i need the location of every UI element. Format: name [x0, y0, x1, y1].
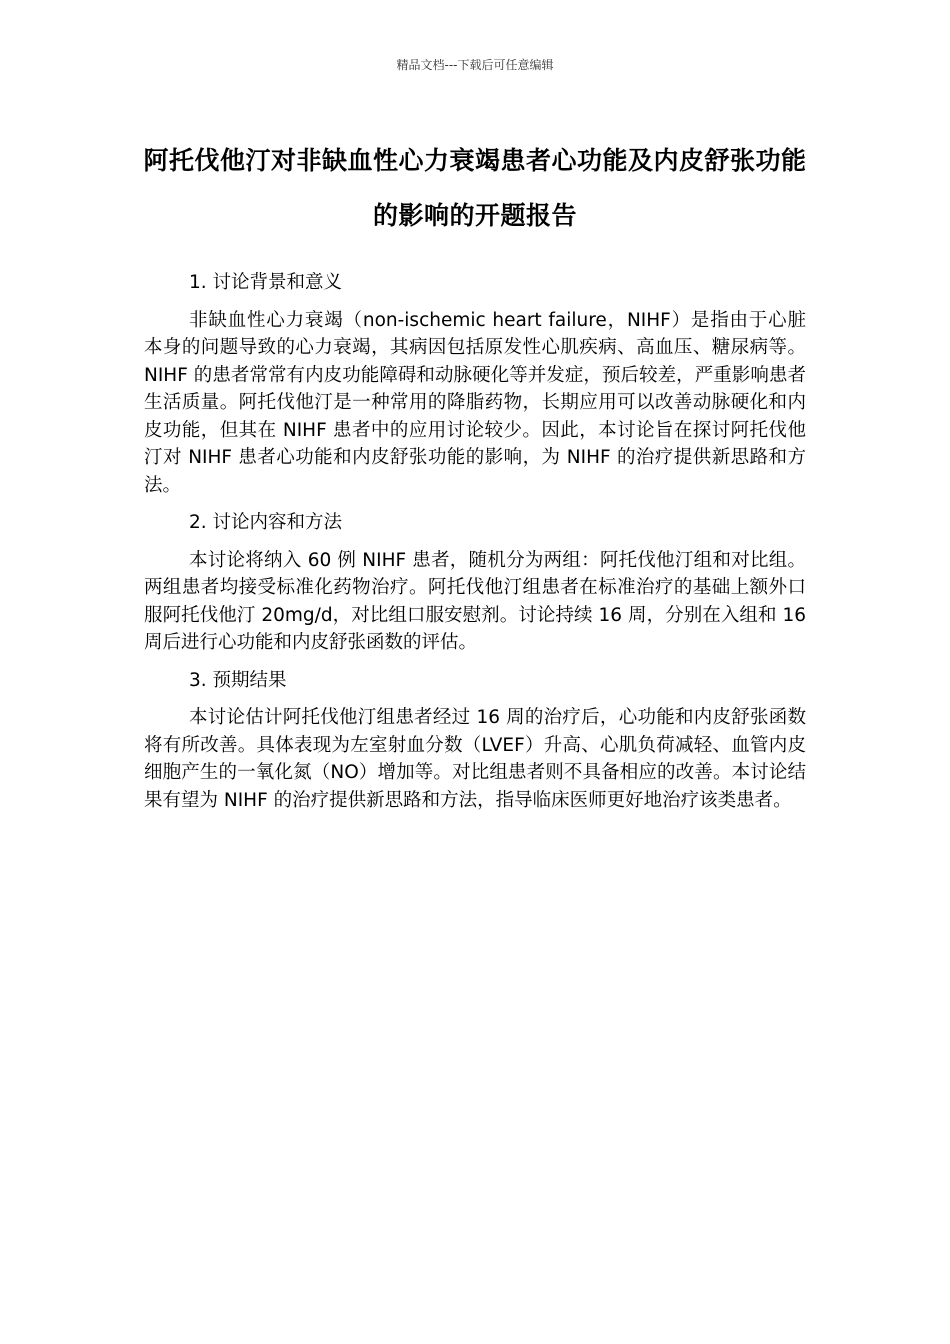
document-title: 阿托伐他汀对非缺血性心力衰竭患者心功能及内皮舒张功能的影响的开题报告 — [143, 146, 807, 230]
section-paragraph: 非缺血性心力衰竭（non-ischemic heart failure，NIHF）是指由于心脏本身的问题导致的心力衰竭，其病因包括原发性心肌疾病、高血压、糖尿病等。NIHF 的患者常常有内皮功能障碍和动脉硬化等并发症，预后较差，严重影响患者生活质量。阿托伐他汀是一种常用的降脂药物，长期应用可以改善动脉硬化和内皮功能，但其在 NIHF 患者中的应用讨论较少。因此，本讨论旨在探讨阿托伐他汀对 NIHF 患者心功能和内皮舒张功能的影响，为 NIHF 的治疗提供新思路和方法。 — [144, 309, 806, 496]
section-background — [144, 269, 806, 499]
section-heading: 3. 预期结果 — [189, 669, 287, 691]
section-heading: 2. 讨论内容和方法 — [189, 512, 343, 533]
page-header: 精品文档---下载后可任意编辑 — [396, 58, 554, 72]
section-heading: 1. 讨论背景和意义 — [189, 272, 343, 293]
section-paragraph: 本讨论估计阿托伐他汀组患者经过 16 周的治疗后，心功能和内皮舒张函数将有所改善。具体表现为左室射血分数（LVEF）升高、心肌负荷减轻、血管内皮细胞产生的一氧化氮（NO）增加等。对比组患者则不具备相应的改善。本讨论结果有望为 NIHF 的治疗提供新思路和方法，指导临床医师更好地治疗该类患者。 — [144, 707, 806, 811]
section-expected-results — [144, 667, 806, 815]
section-methods — [144, 509, 806, 657]
section-paragraph: 本讨论将纳入 60 例 NIHF 患者，随机分为两组：阿托伐他汀组和对比组。两组患者均接受标准化药物治疗。阿托伐他汀组患者在标准治疗的基础上额外口服阿托伐他汀 20mg/d，对比组口服安慰剂。讨论持续 16 周，分别在入组和 16 周后进行心功能和内皮舒张函数的评估。 — [144, 549, 806, 653]
document-body — [144, 269, 806, 824]
